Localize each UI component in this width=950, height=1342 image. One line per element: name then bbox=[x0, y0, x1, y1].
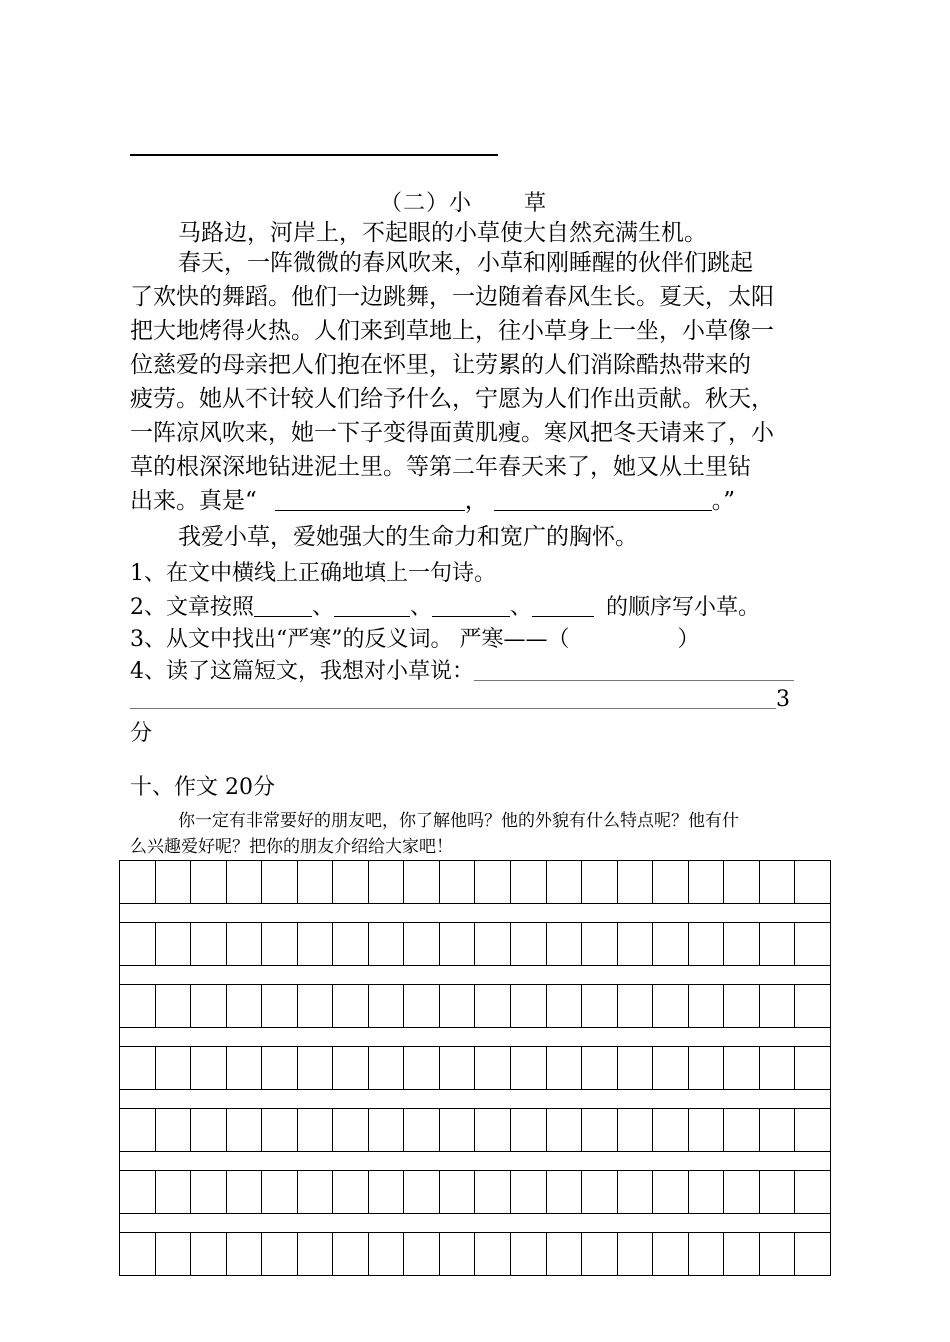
grid-cell[interactable] bbox=[795, 1233, 831, 1275]
grid-cell[interactable] bbox=[724, 1109, 760, 1151]
grid-cell[interactable] bbox=[227, 1171, 263, 1213]
grid-cell[interactable] bbox=[333, 923, 369, 965]
grid-cell[interactable] bbox=[653, 923, 689, 965]
grid-cell[interactable] bbox=[760, 985, 796, 1027]
grid-cell[interactable] bbox=[298, 923, 334, 965]
grid-cell[interactable] bbox=[440, 1047, 476, 1089]
grid-row bbox=[119, 860, 831, 903]
poem-blank-2[interactable] bbox=[494, 486, 712, 511]
grid-cell[interactable] bbox=[724, 1171, 760, 1213]
passage-line-7: 草的根深深地钻进泥土里。等第二年春天来了，她又从土里钻 bbox=[130, 454, 751, 480]
grid-cell[interactable] bbox=[369, 861, 405, 903]
grid-cell[interactable] bbox=[262, 1047, 298, 1089]
grid-cell[interactable] bbox=[724, 1047, 760, 1089]
grid-cell[interactable] bbox=[795, 1047, 831, 1089]
grid-cell[interactable] bbox=[440, 1233, 476, 1275]
grid-cell[interactable] bbox=[298, 985, 334, 1027]
grid-cell[interactable] bbox=[653, 1047, 689, 1089]
writing-grid[interactable] bbox=[119, 860, 831, 1276]
grid-cell[interactable] bbox=[120, 1047, 156, 1089]
grid-cell[interactable] bbox=[120, 1109, 156, 1151]
grid-cell[interactable] bbox=[120, 1171, 156, 1213]
grid-cell[interactable] bbox=[227, 1233, 263, 1275]
grid-cell[interactable] bbox=[440, 985, 476, 1027]
grid-cell[interactable] bbox=[475, 923, 511, 965]
grid-cell[interactable] bbox=[795, 861, 831, 903]
grid-cell[interactable] bbox=[582, 1171, 618, 1213]
grid-cell[interactable] bbox=[333, 861, 369, 903]
grid-cell[interactable] bbox=[369, 1171, 405, 1213]
grid-cell[interactable] bbox=[511, 861, 547, 903]
grid-cell[interactable] bbox=[227, 923, 263, 965]
question-4-line-2: 3 bbox=[130, 686, 790, 712]
grid-cell[interactable] bbox=[689, 985, 725, 1027]
grid-cell[interactable] bbox=[227, 861, 263, 903]
grid-cell[interactable] bbox=[724, 861, 760, 903]
grid-cell[interactable] bbox=[369, 923, 405, 965]
grid-cell[interactable] bbox=[156, 1047, 192, 1089]
question-4-score-unit: 分 bbox=[130, 721, 153, 746]
grid-cell[interactable] bbox=[582, 1109, 618, 1151]
grid-cell[interactable] bbox=[404, 1233, 440, 1275]
grid-cell[interactable] bbox=[689, 1109, 725, 1151]
grid-cell[interactable] bbox=[156, 923, 192, 965]
grid-cell[interactable] bbox=[618, 985, 654, 1027]
grid-cell[interactable] bbox=[227, 985, 263, 1027]
composition-prompt-line-2: 么兴趣爱好呢？把你的朋友介绍给大家吧！ bbox=[130, 837, 453, 857]
grid-cell[interactable] bbox=[262, 861, 298, 903]
grid-cell[interactable] bbox=[440, 923, 476, 965]
grid-cell[interactable] bbox=[191, 1047, 227, 1089]
grid-cell[interactable] bbox=[120, 861, 156, 903]
grid-cell[interactable] bbox=[653, 1171, 689, 1213]
grid-cell[interactable] bbox=[262, 1109, 298, 1151]
grid-cell[interactable] bbox=[511, 985, 547, 1027]
grid-cell[interactable] bbox=[582, 985, 618, 1027]
grid-cell[interactable] bbox=[475, 985, 511, 1027]
grid-row-gap bbox=[119, 1151, 831, 1170]
grid-cell[interactable] bbox=[760, 861, 796, 903]
grid-cell[interactable] bbox=[511, 1047, 547, 1089]
grid-cell[interactable] bbox=[653, 1233, 689, 1275]
grid-cell[interactable] bbox=[618, 1047, 654, 1089]
grid-cell[interactable] bbox=[191, 1233, 227, 1275]
grid-cell[interactable] bbox=[191, 985, 227, 1027]
grid-cell[interactable] bbox=[333, 985, 369, 1027]
grid-cell[interactable] bbox=[547, 923, 583, 965]
grid-cell[interactable] bbox=[262, 985, 298, 1027]
passage-para1: 马路边，河岸上，不起眼的小草使大自然充满生机。 bbox=[178, 220, 707, 246]
grid-cell[interactable] bbox=[795, 1109, 831, 1151]
poem-blank-1[interactable] bbox=[275, 486, 465, 511]
grid-cell[interactable] bbox=[440, 861, 476, 903]
grid-cell[interactable] bbox=[475, 1171, 511, 1213]
grid-row bbox=[119, 1046, 831, 1089]
grid-cell[interactable] bbox=[227, 1109, 263, 1151]
grid-cell[interactable] bbox=[298, 1109, 334, 1151]
grid-cell[interactable] bbox=[618, 1233, 654, 1275]
grid-cell[interactable] bbox=[795, 923, 831, 965]
grid-cell[interactable] bbox=[369, 985, 405, 1027]
grid-cell[interactable] bbox=[298, 861, 334, 903]
grid-cell[interactable] bbox=[618, 1109, 654, 1151]
grid-row-gap bbox=[119, 903, 831, 922]
grid-cell[interactable] bbox=[724, 985, 760, 1027]
top-rule bbox=[130, 154, 498, 156]
grid-cell[interactable] bbox=[547, 985, 583, 1027]
grid-cell[interactable] bbox=[333, 1233, 369, 1275]
grid-cell[interactable] bbox=[191, 861, 227, 903]
grid-row-gap bbox=[119, 1213, 831, 1232]
grid-bottom-border bbox=[119, 1275, 831, 1276]
grid-cell[interactable] bbox=[547, 861, 583, 903]
grid-cell[interactable] bbox=[227, 1047, 263, 1089]
grid-cell[interactable] bbox=[156, 1109, 192, 1151]
passage-line-6: 一阵凉风吹来，她一下子变得面黄肌瘦。寒风把冬天请来了，小 bbox=[130, 420, 774, 446]
message-blank-1[interactable] bbox=[474, 658, 794, 681]
grid-cell[interactable] bbox=[404, 1047, 440, 1089]
grid-cell[interactable] bbox=[120, 985, 156, 1027]
grid-cell[interactable] bbox=[262, 1171, 298, 1213]
grid-row-gap bbox=[119, 1027, 831, 1046]
grid-cell[interactable] bbox=[333, 1047, 369, 1089]
grid-cell[interactable] bbox=[689, 923, 725, 965]
grid-cell[interactable] bbox=[475, 1233, 511, 1275]
grid-cell[interactable] bbox=[298, 1233, 334, 1275]
grid-cell[interactable] bbox=[618, 1171, 654, 1213]
grid-cell[interactable] bbox=[760, 1047, 796, 1089]
grid-cell[interactable] bbox=[475, 1109, 511, 1151]
grid-cell[interactable] bbox=[156, 1233, 192, 1275]
passage-line-4: 位慈爱的母亲把人们抱在怀里，让劳累的人们消除酷热带来的 bbox=[130, 352, 751, 378]
grid-row-gap bbox=[119, 965, 831, 984]
grid-cell[interactable] bbox=[191, 1109, 227, 1151]
passage-line-2: 了欢快的舞蹈。他们一边跳舞，一边随着春风生长。夏天，太阳 bbox=[130, 284, 774, 310]
grid-cell[interactable] bbox=[618, 861, 654, 903]
question-4: 4、读了这篇短文，我想对小草说： bbox=[130, 654, 794, 685]
grid-cell[interactable] bbox=[511, 923, 547, 965]
grid-cell[interactable] bbox=[582, 1047, 618, 1089]
grid-cell[interactable] bbox=[156, 861, 192, 903]
grid-cell[interactable] bbox=[689, 1233, 725, 1275]
grid-row bbox=[119, 922, 831, 965]
grid-row bbox=[119, 1170, 831, 1213]
grid-cell[interactable] bbox=[582, 861, 618, 903]
grid-cell[interactable] bbox=[653, 985, 689, 1027]
passage-para3: 我爱小草，爱她强大的生命力和宽广的胸怀。 bbox=[178, 524, 638, 550]
grid-cell[interactable] bbox=[760, 1233, 796, 1275]
message-blank-2[interactable] bbox=[130, 686, 776, 709]
question-2: 2、文章按照 、 、 、 的顺序写小草。 bbox=[130, 590, 760, 621]
passage-line-3: 把大地烤得火热。人们来到草地上，往小草身上一坐，小草像一 bbox=[130, 318, 774, 344]
grid-row bbox=[119, 984, 831, 1027]
grid-cell[interactable] bbox=[369, 1047, 405, 1089]
grid-row bbox=[119, 1232, 831, 1275]
grid-cell[interactable] bbox=[547, 1233, 583, 1275]
grid-cell[interactable] bbox=[440, 1109, 476, 1151]
grid-cell[interactable] bbox=[511, 1109, 547, 1151]
grid-cell[interactable] bbox=[404, 923, 440, 965]
grid-cell[interactable] bbox=[760, 923, 796, 965]
grid-row-gap bbox=[119, 1089, 831, 1108]
grid-cell[interactable] bbox=[689, 1047, 725, 1089]
question-3: 3、从文中找出“严寒”的反义词。 严寒——（ ） bbox=[130, 627, 700, 652]
grid-cell[interactable] bbox=[547, 1047, 583, 1089]
question-1: 1、在文中横线上正确地填上一句诗。 bbox=[130, 561, 496, 586]
grid-cell[interactable] bbox=[582, 1233, 618, 1275]
passage-line-8: 出来。真是“ ， 。” bbox=[130, 488, 736, 514]
passage-line-5: 疲劳。她从不计较人们给予什么，宁愿为人们作出贡献。秋天， bbox=[130, 386, 774, 412]
grid-cell[interactable] bbox=[475, 1047, 511, 1089]
grid-cell[interactable] bbox=[689, 1171, 725, 1213]
order-blank-1[interactable] bbox=[254, 592, 312, 617]
passage-title: （二）小 草 bbox=[380, 191, 548, 216]
grid-cell[interactable] bbox=[262, 923, 298, 965]
composition-heading: 十、作文 20分 bbox=[130, 775, 275, 800]
grid-cell[interactable] bbox=[333, 1171, 369, 1213]
grid-cell[interactable] bbox=[298, 1171, 334, 1213]
grid-cell[interactable] bbox=[795, 985, 831, 1027]
grid-cell[interactable] bbox=[191, 923, 227, 965]
grid-cell[interactable] bbox=[440, 1171, 476, 1213]
grid-cell[interactable] bbox=[547, 1171, 583, 1213]
grid-cell[interactable] bbox=[760, 1109, 796, 1151]
grid-cell[interactable] bbox=[689, 861, 725, 903]
grid-cell[interactable] bbox=[404, 1109, 440, 1151]
grid-cell[interactable] bbox=[475, 861, 511, 903]
grid-cell[interactable] bbox=[369, 1233, 405, 1275]
grid-cell[interactable] bbox=[369, 1109, 405, 1151]
passage-line-1: 春天，一阵微微的春风吹来，小草和刚睡醒的伙伴们跳起 bbox=[178, 250, 753, 276]
grid-cell[interactable] bbox=[511, 1233, 547, 1275]
order-blank-4[interactable] bbox=[532, 592, 594, 617]
grid-cell[interactable] bbox=[191, 1171, 227, 1213]
grid-row bbox=[119, 1108, 831, 1151]
grid-cell[interactable] bbox=[333, 1109, 369, 1151]
grid-cell[interactable] bbox=[404, 861, 440, 903]
grid-cell[interactable] bbox=[262, 1233, 298, 1275]
grid-cell[interactable] bbox=[582, 923, 618, 965]
grid-cell[interactable] bbox=[653, 861, 689, 903]
grid-cell[interactable] bbox=[156, 1171, 192, 1213]
order-blank-3[interactable] bbox=[432, 592, 510, 617]
grid-cell[interactable] bbox=[404, 985, 440, 1027]
order-blank-2[interactable] bbox=[334, 592, 410, 617]
grid-cell[interactable] bbox=[547, 1109, 583, 1151]
grid-cell[interactable] bbox=[795, 1171, 831, 1213]
grid-cell[interactable] bbox=[724, 923, 760, 965]
grid-cell[interactable] bbox=[120, 923, 156, 965]
grid-cell[interactable] bbox=[156, 985, 192, 1027]
grid-cell[interactable] bbox=[404, 1171, 440, 1213]
grid-cell[interactable] bbox=[120, 1233, 156, 1275]
grid-cell[interactable] bbox=[724, 1233, 760, 1275]
grid-cell[interactable] bbox=[653, 1109, 689, 1151]
grid-cell[interactable] bbox=[618, 923, 654, 965]
grid-cell[interactable] bbox=[511, 1171, 547, 1213]
grid-cell[interactable] bbox=[760, 1171, 796, 1213]
grid-cell[interactable] bbox=[298, 1047, 334, 1089]
composition-prompt-line-1: 你一定有非常要好的朋友吧，你了解他吗？他的外貌有什么特点呢？他有什 bbox=[178, 811, 739, 831]
